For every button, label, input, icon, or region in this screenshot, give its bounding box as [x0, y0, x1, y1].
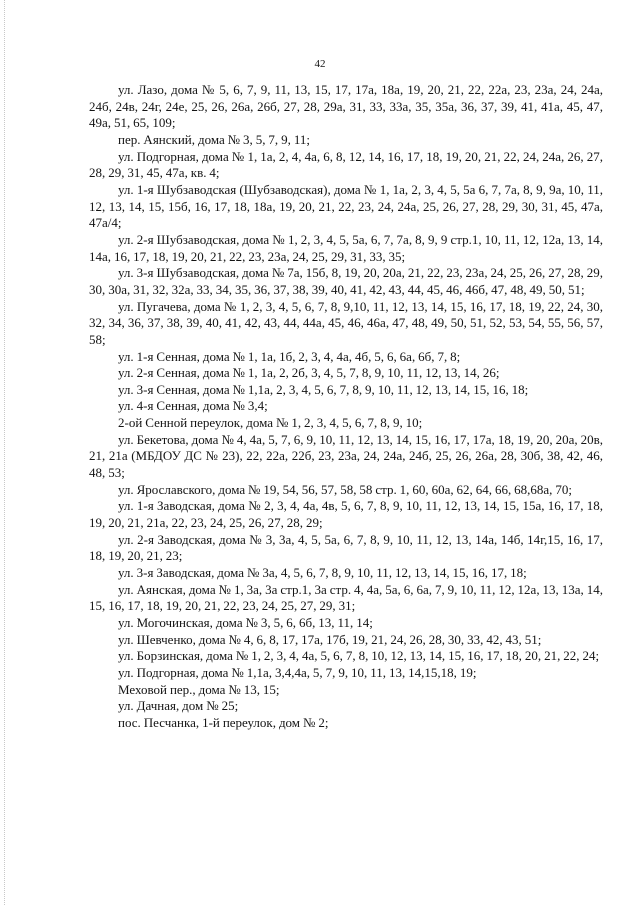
street-entry-1-sennaya: ул. 1-я Сенная, дома № 1, 1а, 1б, 2, 3, 4, 4а, 4б, 5, 6, 6а, 6б, 7, 8; — [118, 348, 461, 364]
street-entry-podgornaya: ул. Подгорная, дома № 1, 1а, 2, 4, 4а, 6, 8, 12, 14, 16, 17, 18, 19, 20, 21, 22, 24, 24а, 26, 27, 28, 29, 31, 45, 47а, кв. 4; — [89, 148, 603, 181]
street-entry-yaroslavskogo: ул. Ярославского, дома № 19, 54, 56, 57, 58, 58 стр. 1, 60, 60а, 62, 64, 66, 68,68а, 70; — [118, 481, 572, 497]
street-entry-pugacheva: ул. Пугачева, дома № 1, 2, 3, 4, 5, 6, 7, 8, 9,10, 11, 12, 13, 14, 15, 16, 17, 18, 19, 22, 24, 30, 32, 34, 36, 37, 38, 39, 40, 41, 42, 43, 44, 44а, 45, 46, 46а, 47, 48, 49, 50, 51, 52, 53, 54, 55, 56, 57, 58; — [89, 298, 603, 347]
street-entry-podgornaya-2: ул. Подгорная, дома № 1,1а, 3,4,4а, 5, 7, 9, 10, 11, 13, 14,15,18, 19; — [118, 664, 477, 680]
street-entry-2-sennaya: ул. 2-я Сенная, дома № 1, 1а, 2, 2б, 3, 4, 5, 7, 8, 9, 10, 11, 12, 13, 14, 26; — [118, 365, 500, 381]
street-entry-2-sennoy-lane: 2-ой Сенной переулок, дома № 1, 2, 3, 4, 5, 6, 7, 8, 9, 10; — [118, 415, 423, 431]
street-entry-peschanka: пос. Песчанка, 1-й переулок, дом № 2; — [118, 714, 329, 730]
street-entry-3-shubzavodskaya: ул. 3-я Шубзаводская, дома № 7а, 15б, 8, 19, 20, 20а, 21, 22, 23, 23а, 24, 25, 26, 27, 28, 29, 30, 30а, 31, 32, 32а, 33, 34, 35, 36, 37, 38, 39, 40, 41, 42, 43, 44, 45, 46, 46б, 47, 48, 49, 50, 51; — [89, 265, 603, 297]
street-entry-beketova: ул. Бекетова, дома № 4, 4а, 5, 7, 6, 9, 10, 11, 12, 13, 14, 15, 16, 17, 17а, 18, 19, 20, 20а, 20в, 21, 21а (МБДОУ ДС № 23), 22, 22а, 22б, 23, 23а, 24, 24а, 24б, 25, 26, 26а, 28, 30б, 38, 42, 46, 48, 53; — [89, 431, 603, 481]
street-entry-2-zavodskaya: ул. 2-я Заводская, дома № 3, 3а, 4, 5, 5а, 6, 7, 8, 9, 10, 11, 12, 13, 14а, 14б, 14г,15, 16, 17, 18, 19, 20, 21, 23; — [89, 531, 603, 564]
street-entry-ayansky-lane: пер. Аянский, дома № 3, 5, 7, 9, 11; — [118, 131, 310, 147]
street-entry-borzinskaya: ул. Борзинская, дома № 1, 2, 3, 4, 4а, 5, 6, 7, 8, 10, 12, 13, 14, 15, 16, 17, 18, 20, 21, 22, 24; — [118, 648, 600, 664]
street-entry-1-zavodskaya: ул. 1-я Заводская, дома № 2, 3, 4, 4а, 4в, 5, 6, 7, 8, 9, 10, 11, 12, 13, 14, 15, 15а, 16, 17, 18, 19, 20, 21, 21а, 22, 23, 24, 25, 26, 27, 28, 29; — [89, 498, 603, 531]
street-entry-lazo: ул. Лазо, дома № 5, 6, 7, 9, 11, 13, 15, 17, 17а, 18а, 19, 20, 21, 22, 22а, 23, 23а, 24, 24а, 24б, 24в, 24г, 24е, 25, 26, 26а, 26б, 27, 28, 29а, 31, 33, 33а, 35, 35а, 36, 37, 39, 41, 41а, 45, 47, 49а, 51, 65, 109; — [89, 82, 603, 131]
street-entry-mogochinskaya: ул. Могочинская, дома № 3, 5, 6, 6б, 13, 11, 14; — [118, 615, 373, 630]
street-entry-4-sennaya: ул. 4-я Сенная, дома № 3,4; — [118, 398, 268, 414]
page-number: 42 — [314, 58, 326, 70]
street-entry-mekhovoy-lane: Меховой пер., дома № 13, 15; — [118, 681, 280, 697]
street-entry-2-shubzavodskaya: ул. 2-я Шубзаводская, дома № 1, 2, 3, 4, 5, 5а, 6, 7, 7а, 8, 9, 9 стр.1, 10, 11, 12, 12а, 13, 14, 14а, 16, 17, 18, 19, 20, 21, 22, 23, 23а, 24, 25, 29, 31, 33, 35; — [89, 231, 603, 264]
street-entry-ayanskaya: ул. Аянская, дома № 1, 3а, 3а стр.1, 3а стр. 4, 4а, 5а, 6, 6а, 7, 9, 10, 11, 12, 12а, 13, 13а, 14, 15, 16, 17, 18, 19, 20, 21, 22, 23, 24, 25, 27, 29, 31; — [89, 581, 603, 614]
street-entry-shevchenko: ул. Шевченко, дома № 4, 6, 8, 17, 17а, 17б, 19, 21, 24, 26, 28, 30, 33, 42, 43, 51; — [118, 631, 542, 647]
street-entry-1-shubzavodskaya: ул. 1-я Шубзаводская (Шубзаводская), дома № 1, 1а, 2, 3, 4, 5, 5а 6, 7, 7а, 8, 9, 9а, 10, 11, 12, 13, 14, 15, 15б, 16, 17, 18, 18а, 19, 20, 21, 22, 23, 24, 24а, 25, 26, 27, 28, 29, 30, 31, 45, 47а, 47а/4; — [89, 181, 603, 231]
address-list — [89, 82, 603, 732]
street-entry-3-sennaya: ул. 3-я Сенная, дома № 1,1а, 2, 3, 4, 5, 6, 7, 8, 9, 10, 11, 12, 13, 14, 15, 16, 18; — [118, 381, 529, 397]
street-entry-dachnaya: ул. Дачная, дом № 25; — [118, 698, 239, 714]
scan-edge-line — [4, 0, 6, 905]
street-entry-3-zavodskaya: ул. 3-я Заводская, дома № 3а, 4, 5, 6, 7, 8, 9, 10, 11, 12, 13, 14, 15, 16, 17, 18; — [118, 565, 527, 581]
